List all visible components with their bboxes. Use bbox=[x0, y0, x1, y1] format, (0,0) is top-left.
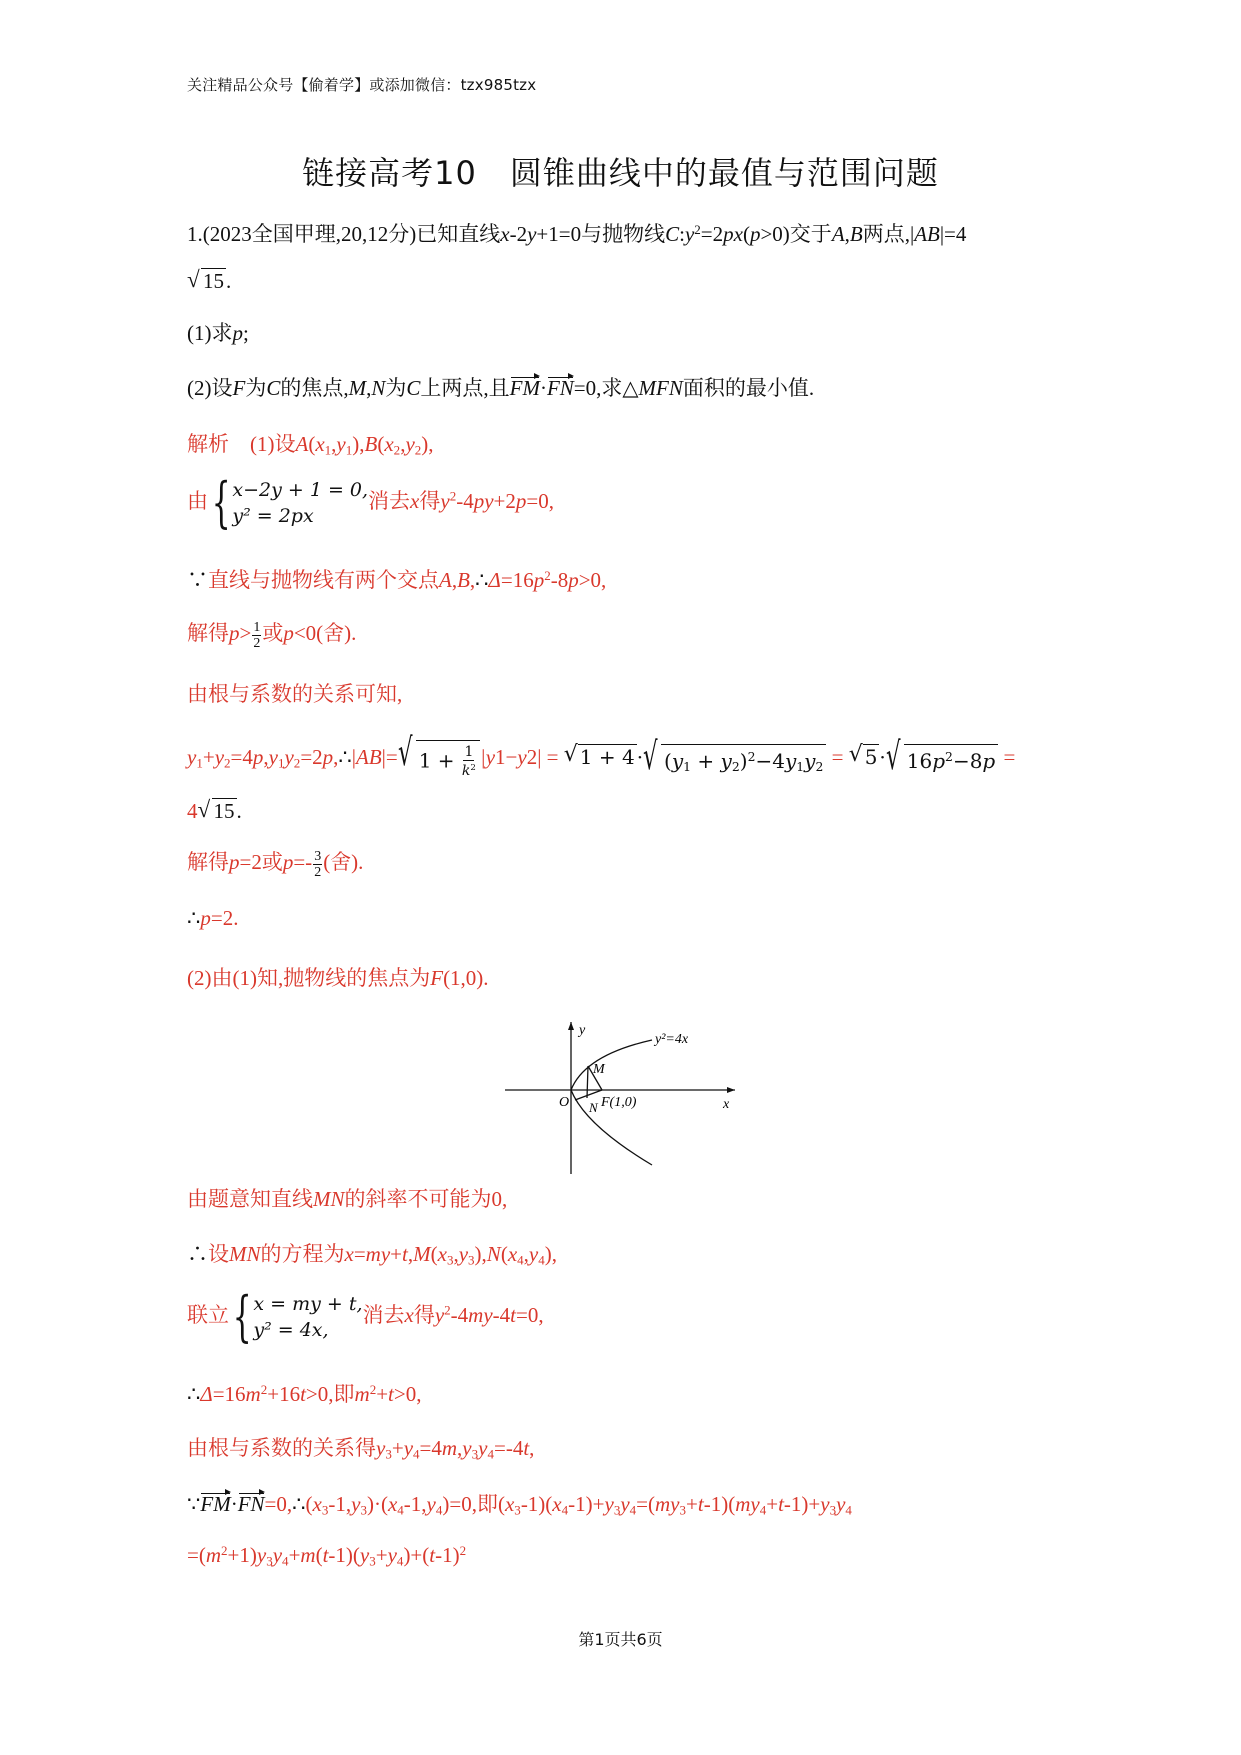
svg-text:F(1,0): F(1,0) bbox=[601, 1095, 637, 1110]
y-axis-arrow-icon bbox=[568, 1022, 574, 1030]
parabola-figure bbox=[505, 1010, 745, 1175]
solution-line-8: 解得p=2或p=- $\frac{3}{2}$ (舍). bbox=[187, 848, 364, 880]
x-axis-arrow-icon bbox=[727, 1087, 735, 1093]
page-footer: 第1页共6页 bbox=[578, 1630, 663, 1649]
svg-text:x: x bbox=[723, 1097, 730, 1112]
solution-line-9: ∴p=2. bbox=[187, 906, 239, 930]
solution-line-4: 解得p> $\frac{1}{2}$ 或p<0(舍). bbox=[187, 619, 357, 651]
solution-line-1: 解析 (1)设$A(x_1,y_1),B(x_2,y_2)$, bbox=[187, 432, 434, 458]
solution-line-6: $y_1+y_2=4p,y_1y_2=2p,\therefore|AB|=$ √ 1 + $\frac{1}{k^2}$ |y1−y2| = √ 1 + 4 · √ $(y_1 + y_2)^2-4y_1y_2$ = √ 5 · √ $16p^2-8p$ = bbox=[187, 730, 1016, 779]
solution-line-14: $\therefore\Delta=16m^2+16t>0$,即$m^2+t>0$, bbox=[187, 1381, 422, 1406]
problem-stem: 1.(2023全国甲理,20,12分)已知直线x-2y+1=0与抛物线$C:y^2=2px(p>0)$交于A,B两点,|AB|=4 bbox=[187, 221, 967, 246]
solution-line-17: $=(m^2+1)y_3y_4+m(t-1)(y_3+y_4)+(t-1)^2$ bbox=[187, 1543, 467, 1569]
page-title: 链接高考10 圆锥曲线中的最值与范围问题 bbox=[302, 154, 939, 192]
solution-label: 解析 bbox=[187, 432, 229, 456]
svg-text:y²=4x: y²=4x bbox=[655, 1032, 689, 1047]
svg-text:y: y bbox=[579, 1023, 586, 1038]
solution-line-7: 4 √ 15. bbox=[187, 796, 242, 823]
problem-part1: (1)求p; bbox=[187, 321, 249, 345]
solution-line-16: $\because FM\cdot FN=0,\therefore(x_3-1,y_3)\cdot(x_4-1,y_4)=0$,即$(x_3-1)(x_4-1)+y_3y_4=(my_3+t-1)(my_4+t-1)+y_3y_4$ bbox=[187, 1492, 852, 1518]
svg-text:O: O bbox=[559, 1095, 570, 1110]
solution-line-12: ∴设MN的方程为$x=my+t,M(x_3,y_3),N(x_4,y_4)$, bbox=[187, 1242, 557, 1268]
solution-line-3: ∵直线与抛物线有两个交点$A,B,\therefore\Delta=16p^2-8p>0$, bbox=[187, 567, 607, 592]
solution-line-10: (2)由(1)知,抛物线的焦点为F(1,0). bbox=[187, 966, 489, 990]
solution-line-5: 由根与系数的关系可知, bbox=[187, 682, 403, 706]
problem-part2: (2)设F为C的焦点,M,N为C上两点,且FM·FN=0,求△MFN面积的最小值. bbox=[187, 376, 815, 400]
header-note: 关注精品公众号【偷着学】或添加微信：tzx985tzx bbox=[187, 76, 537, 94]
solution-line-2: 由{ x−2y + 1 = 0, y² = 2px 消去x得$y^2-4py+2p=0$, bbox=[187, 471, 554, 534]
svg-text:M: M bbox=[593, 1062, 605, 1077]
solution-line-13: 联立{ x = my + t, y² = 4x, 消去x得$y^2-4my-4t=0$, bbox=[187, 1285, 544, 1348]
solution-line-11: 由题意知直线MN的斜率不可能为0, bbox=[187, 1187, 508, 1211]
problem-stem-cont: √ 15. bbox=[187, 266, 232, 293]
svg-text:N: N bbox=[589, 1100, 598, 1115]
solution-line-15: 由根与系数的关系得$y_3+y_4=4m,y_3y_4=-4t$, bbox=[187, 1436, 535, 1462]
